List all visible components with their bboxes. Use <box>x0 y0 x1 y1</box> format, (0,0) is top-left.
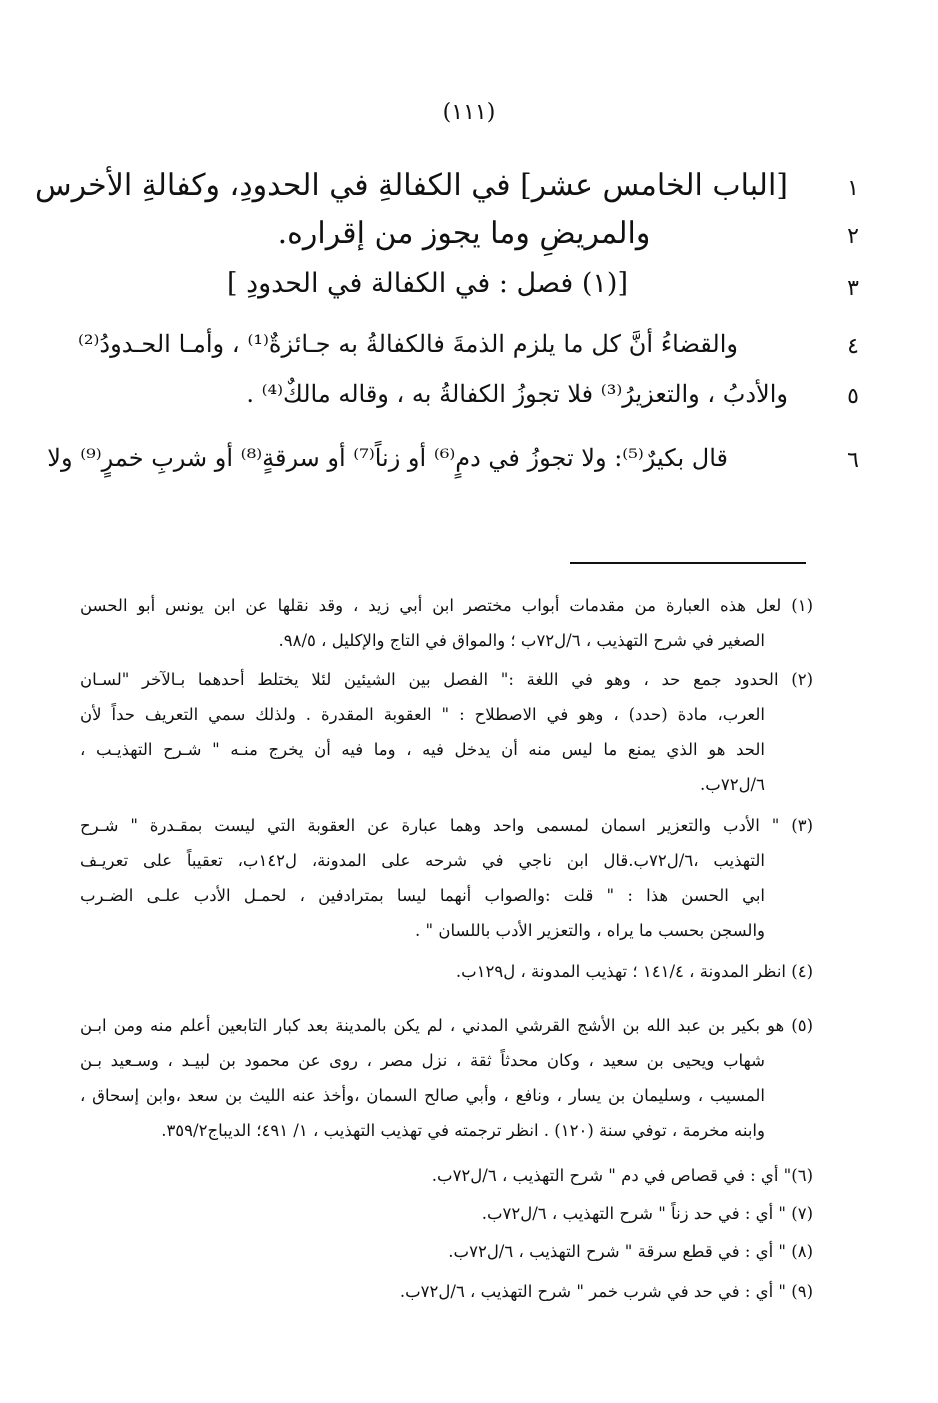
footnote-line: (٩) " أي : في حد في شرب خمر " شرح التهذيب ، ٦/ل٧٢ب. <box>399 1282 813 1301</box>
line-number: ٦ <box>847 448 859 473</box>
footnote-line: شهاب ويحيى بن سعيد ، وكان محدثاً ثقة ، نزل مصر ، روى عن محمود بن لبيـد ، وسـعيد بـن <box>80 1051 765 1070</box>
footnote-9 <box>80 1274 813 1309</box>
footnote-line: (٦)" أي : في قصاص في دم " شرح التهذيب ، ٦/ل٧٢ب. <box>431 1166 813 1185</box>
body-text-line: والقضاءُ أنَّ كل ما يلزم الذمةَ فالكفالةُ به جـائزةٌ⁽¹⁾ ، وأمـا الحـدودُ⁽²⁾ <box>78 330 738 358</box>
footnote-line: التهذيب ،٦/ل٧٢ب.قال ابن ناجي في شرحه على المدونة، ل١٤٢ب، تعقيباً على تعريـف <box>80 851 765 870</box>
footnote-4 <box>80 954 813 989</box>
body-text-line: قال بكيرٌ⁽⁵⁾: ولا تجوزُ في دمٍ⁽⁶⁾ أو زناً⁽⁷⁾ أو سرقةٍ⁽⁸⁾ أو شربِ خمرٍ⁽⁹⁾ ولا <box>47 444 728 472</box>
footnote-6 <box>80 1158 813 1193</box>
footnote-line: (١) لعل هذه العبارة من مقدمات أبواب مختصر ابن أبي زيد ، وقد نقلها عن ابن يونس أبو الحسن <box>80 596 813 615</box>
section-heading: [(١) فصل : في الكفالة في الحدودِ ] <box>226 268 628 299</box>
footnote-line: المسيب ، وسليمان بن يسار ، ونافع ، وأبي صالح السمان ،وأخذ عنه الليث بن سعد ،وابن إسحاق ، <box>80 1086 765 1105</box>
main-line-2 <box>70 216 878 260</box>
footnote-line: وابنه مخرمة ، توفي سنة (١٢٠) . انظر ترجمته في تهذيب التهذيب ، ١/ ٤٩١؛ الديباج٣٥٩/٢. <box>161 1121 765 1140</box>
line-number: ٥ <box>847 384 859 409</box>
main-line-6 <box>47 444 878 484</box>
footnote-line: الصغير في شرح التهذيب ، ٦/ل٧٢ب ؛ والمواق في التاج والإكليل ، ٩٨/٥. <box>278 631 765 650</box>
footnote-separator <box>570 562 806 564</box>
main-line-1 <box>35 168 878 212</box>
footnote-line: (٣) " الأدب والتعزير اسمان لمسمى واحد وهما عبارة عن العقوبة التي ليست بمقـدرة " شـرح <box>80 816 813 835</box>
footnote-line: ٦/ل٧٢ب. <box>700 775 765 794</box>
footnote-2 <box>80 662 813 802</box>
page-number: (١١١) <box>442 100 496 125</box>
main-line-4 <box>78 330 878 370</box>
line-number: ٤ <box>847 334 859 359</box>
footnote-line: والسجن بحسب ما يراه ، والتعزير الأدب باللسان " . <box>415 921 765 940</box>
footnote-line: (٢) الحدود جمع حد ، وهو في اللغة :" الفصل بين الشيئين لئلا يختلط أحدهما بـالآخر "لسـان <box>80 670 813 689</box>
footnote-line: (٨) " أي : في قطع سرقة " شرح التهذيب ، ٦/ل٧٢ب. <box>448 1242 813 1261</box>
line-number: ٣ <box>847 276 859 301</box>
footnote-line: (٥) هو بكير بن عبد الله بن الأشج القرشي المدني ، لم يكن بالمدينة بعد كبار التابعين أعلم منه ومن ابـن <box>80 1016 813 1035</box>
footnote-line: العرب، مادة (حدد) ، وهو في الاصطلاح : " العقوبة المقدرة . ولذلك سمي التعريف حداً لأن <box>80 705 765 724</box>
footnote-1 <box>80 588 813 658</box>
body-text-line: والأدبُ ، والتعزيرُ⁽³⁾ فلا تجوزُ الكفالةُ به ، وقاله مالكٌ⁽⁴⁾ . <box>246 380 788 408</box>
footnote-8 <box>80 1234 813 1269</box>
line-number: ٢ <box>847 224 859 249</box>
footnote-line: ابي الحسن هذا : " قلت :والصواب أنهما ليسا بمترادفين ، لحمـل الأدب علـى الضـرب <box>80 886 765 905</box>
footnote-5 <box>80 1008 813 1148</box>
footnote-7 <box>80 1196 813 1231</box>
footnote-line: الحد هو الذي يمنع ما ليس منه أن يدخل فيه ، وما فيه أن يخرج منـه " شـرح التهذيـب ، <box>80 740 765 759</box>
footnote-line: (٧) " أي : في حد زناً " شرح التهذيب ، ٦/ل٧٢ب. <box>481 1204 813 1223</box>
chapter-title-line-1: [الباب الخامس عشر] في الكفالةِ في الحدودِ، وكفالةِ الأخرس <box>35 168 788 203</box>
footnote-line: (٤) انظر المدونة ، ١٤١/٤ ؛ تهذيب المدونة ، ل١٢٩ب. <box>455 962 813 981</box>
line-number: ١ <box>847 176 859 201</box>
main-line-3 <box>70 268 878 312</box>
chapter-title-line-2: والمريضِ وما يجوز من إقراره. <box>277 216 651 251</box>
main-line-5 <box>70 380 878 420</box>
footnote-3 <box>80 808 813 948</box>
